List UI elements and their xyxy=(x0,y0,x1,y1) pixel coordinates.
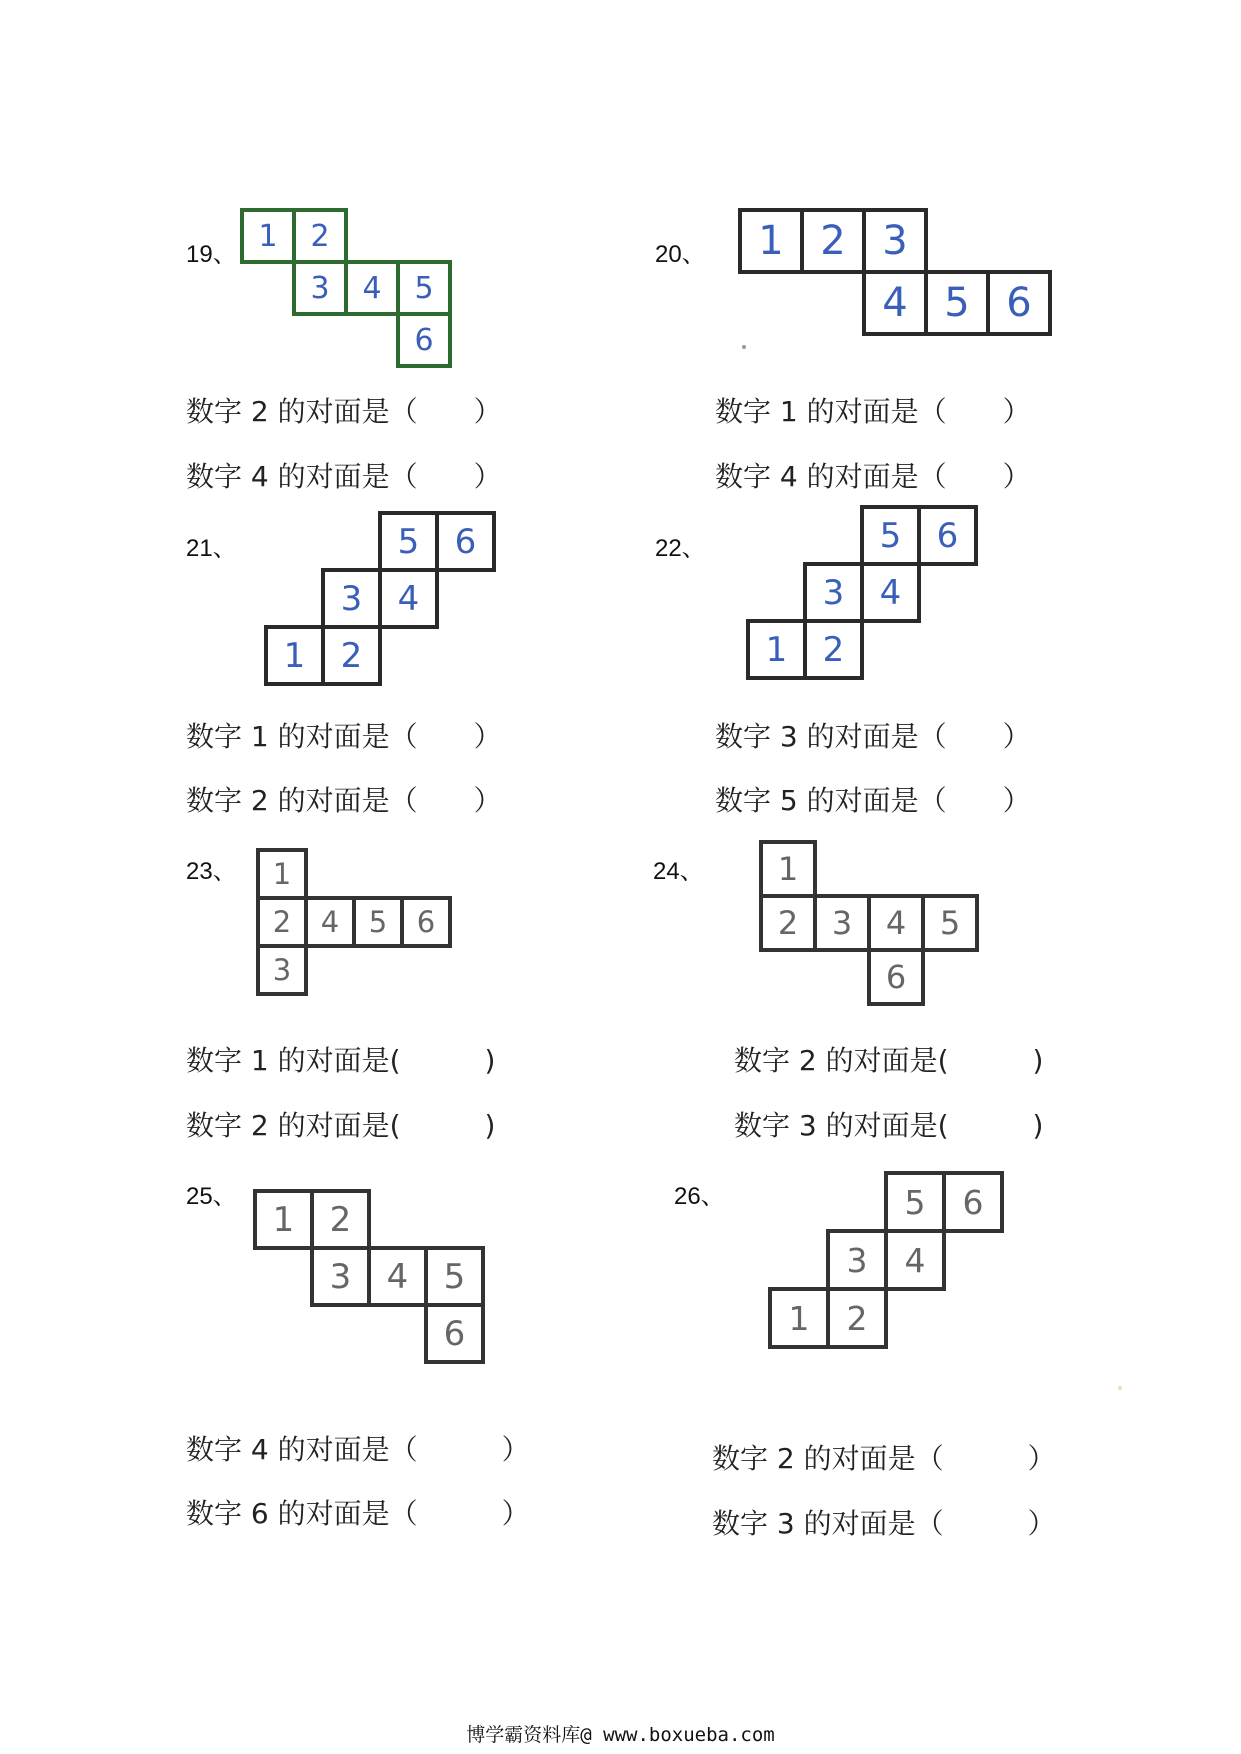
question-text: 数字 6 的对面是（ ） xyxy=(186,1497,530,1530)
net-face-2: 2 xyxy=(826,1287,888,1349)
net-face-4: 4 xyxy=(344,260,400,316)
question-text: 数字 1 的对面是（ ） xyxy=(186,720,502,753)
net-face-3: 3 xyxy=(826,1229,888,1291)
net-face-1: 1 xyxy=(240,208,296,264)
scan-speck xyxy=(1118,1386,1122,1390)
net-face-1: 1 xyxy=(264,625,325,686)
problem-number: 22、 xyxy=(655,535,706,562)
problem-number: 24、 xyxy=(653,858,704,885)
net-face-5: 5 xyxy=(352,896,404,948)
problem-number: 21、 xyxy=(186,535,237,562)
question-text: 数字 1 的对面是（ ） xyxy=(715,395,1031,428)
net-face-2: 2 xyxy=(292,208,348,264)
net-face-2: 2 xyxy=(310,1189,371,1250)
net-face-5: 5 xyxy=(921,894,979,952)
net-face-1: 1 xyxy=(759,840,817,898)
question-text: 数字 2 的对面是( ) xyxy=(734,1044,1044,1077)
net-face-6: 6 xyxy=(400,896,452,948)
net-face-2: 2 xyxy=(800,208,866,274)
net-face-2: 2 xyxy=(321,625,382,686)
question-text: 数字 2 的对面是( ) xyxy=(186,1109,496,1142)
net-face-2: 2 xyxy=(803,619,864,680)
question-text: 数字 4 的对面是（ ） xyxy=(186,460,502,493)
net-face-3: 3 xyxy=(292,260,348,316)
question-text: 数字 3 的对面是( ) xyxy=(734,1109,1044,1142)
net-face-4: 4 xyxy=(867,894,925,952)
net-face-4: 4 xyxy=(862,270,928,336)
problem-number: 19、 xyxy=(186,241,237,268)
net-face-5: 5 xyxy=(378,511,439,572)
question-text: 数字 1 的对面是( ) xyxy=(186,1044,496,1077)
question-text: 数字 3 的对面是（ ） xyxy=(715,720,1031,753)
net-face-4: 4 xyxy=(860,562,921,623)
net-face-3: 3 xyxy=(813,894,871,952)
net-face-5: 5 xyxy=(396,260,452,316)
question-text: 数字 2 的对面是（ ） xyxy=(186,784,502,817)
scan-speck xyxy=(742,345,746,349)
net-face-3: 3 xyxy=(310,1246,371,1307)
problem-number: 20、 xyxy=(655,241,706,268)
net-face-2: 2 xyxy=(759,894,817,952)
question-text: 数字 4 的对面是（ ） xyxy=(186,1433,530,1466)
net-face-6: 6 xyxy=(942,1171,1004,1233)
net-face-4: 4 xyxy=(304,896,356,948)
net-face-6: 6 xyxy=(917,505,978,566)
net-face-6: 6 xyxy=(424,1303,485,1364)
question-text: 数字 2 的对面是（ ） xyxy=(712,1442,1056,1475)
net-face-4: 4 xyxy=(884,1229,946,1291)
net-face-3: 3 xyxy=(256,944,308,996)
net-face-5: 5 xyxy=(924,270,990,336)
net-face-5: 5 xyxy=(860,505,921,566)
question-text: 数字 5 的对面是（ ） xyxy=(715,784,1031,817)
net-face-5: 5 xyxy=(884,1171,946,1233)
net-face-5: 5 xyxy=(424,1246,485,1307)
net-face-3: 3 xyxy=(803,562,864,623)
net-face-2: 2 xyxy=(256,896,308,948)
net-face-6: 6 xyxy=(435,511,496,572)
footer-watermark: 博学霸资料库@ www.boxueba.com xyxy=(466,1724,775,1746)
net-face-4: 4 xyxy=(367,1246,428,1307)
net-face-1: 1 xyxy=(738,208,804,274)
net-face-6: 6 xyxy=(986,270,1052,336)
net-face-1: 1 xyxy=(746,619,807,680)
net-face-3: 3 xyxy=(862,208,928,274)
net-face-6: 6 xyxy=(396,312,452,368)
net-face-4: 4 xyxy=(378,568,439,629)
net-face-1: 1 xyxy=(768,1287,830,1349)
problem-number: 23、 xyxy=(186,858,237,885)
question-text: 数字 3 的对面是（ ） xyxy=(712,1507,1056,1540)
question-text: 数字 4 的对面是（ ） xyxy=(715,460,1031,493)
question-text: 数字 2 的对面是（ ） xyxy=(186,395,502,428)
net-face-6: 6 xyxy=(867,948,925,1006)
problem-number: 25、 xyxy=(186,1183,237,1210)
net-face-3: 3 xyxy=(321,568,382,629)
net-face-1: 1 xyxy=(256,848,308,900)
net-face-1: 1 xyxy=(253,1189,314,1250)
problem-number: 26、 xyxy=(674,1183,725,1210)
